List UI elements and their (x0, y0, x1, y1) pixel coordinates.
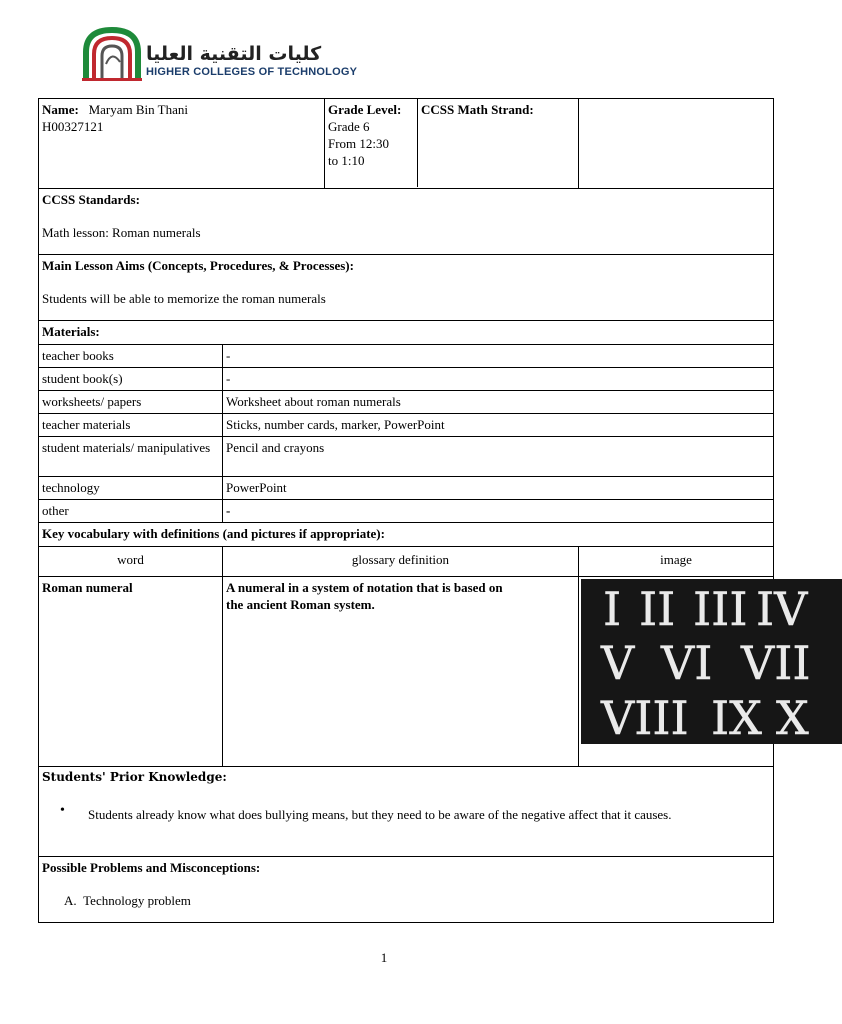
aims-label: Main Lesson Aims (Concepts, Procedures, & Processes): (42, 258, 354, 273)
logo-english-text: HIGHER COLLEGES OF TECHNOLOGY (146, 66, 358, 78)
name-label: Name: (42, 102, 79, 117)
problem-item (42, 876, 770, 913)
bullet-icon: • (60, 803, 65, 818)
material-value: - (223, 345, 774, 368)
problem-text: Technology problem (83, 893, 191, 908)
numeral-4: IV (756, 582, 808, 636)
numeral-2: II (639, 582, 676, 636)
standards-row (39, 189, 774, 255)
numeral-1: I (603, 582, 622, 636)
materials-label: Materials: (39, 321, 774, 345)
vocab-entry-row (39, 577, 774, 767)
material-value: Worksheet about roman numerals (223, 391, 774, 414)
aims-value: Students will be able to memorize the roman numerals (42, 291, 326, 306)
vocab-header-word: word (39, 547, 223, 577)
prior-knowledge-label: Students' Prior Knowledge: (42, 770, 227, 784)
problem-marker: A. (64, 893, 77, 908)
strand-cell-ext (579, 99, 774, 189)
material-item: worksheets/ papers (39, 391, 223, 414)
material-item: student book(s) (39, 368, 223, 391)
student-id: H00327121 (42, 119, 104, 134)
lesson-plan-table (38, 98, 811, 923)
material-value: Sticks, number cards, marker, PowerPoint (223, 414, 774, 437)
material-item: student materials/ manipulatives (39, 437, 223, 477)
materials-title-row (39, 321, 774, 345)
hct-emblem-icon (78, 24, 148, 84)
standards-value: Math lesson: Roman numerals (42, 225, 201, 240)
time-end: to 1:10 (328, 153, 365, 168)
aims-row (39, 255, 774, 321)
material-value: - (223, 368, 774, 391)
vocab-label: Key vocabulary with definitions (and pictures if appropriate): (39, 523, 774, 547)
roman-numerals-image (581, 579, 842, 744)
material-row (39, 368, 774, 391)
vocab-definition: A numeral in a system of notation that is based on the ancient Roman system. (223, 577, 579, 767)
material-row (39, 500, 774, 523)
numeral-3: III (693, 582, 748, 636)
material-row (39, 391, 774, 414)
vocab-header-image: image (579, 547, 774, 577)
vocab-image-cell (579, 577, 811, 767)
grade-value: Grade 6 (328, 119, 370, 134)
material-row (39, 477, 774, 500)
time-start: From 12:30 (328, 136, 390, 151)
student-name: Maryam Bin Thani (88, 102, 188, 117)
strand-label: CCSS Math Strand: (421, 102, 534, 117)
prior-knowledge-row (39, 767, 774, 857)
material-row (39, 345, 774, 368)
numeral-9: IX (711, 691, 762, 745)
name-cell (39, 99, 325, 189)
problems-row (39, 857, 774, 923)
logo-arabic-text: كليات التقنية العليا (146, 43, 322, 65)
numeral-10: X (776, 691, 809, 745)
material-item: teacher books (39, 345, 223, 368)
numeral-5: V (601, 636, 635, 690)
grade-strand-cell (325, 99, 579, 189)
material-value: Pencil and crayons (223, 437, 774, 477)
material-value: PowerPoint (223, 477, 774, 500)
page-number: 1 (380, 950, 388, 965)
vocab-header-row (39, 547, 774, 577)
strand-cell (418, 99, 578, 187)
numeral-6: VI (661, 636, 713, 690)
numeral-8: VIII (601, 691, 689, 745)
material-item: other (39, 500, 223, 523)
material-value: - (223, 500, 774, 523)
vocab-title-row (39, 523, 774, 547)
prior-knowledge-text: Students already know what does bullying means, but they need to be aware of the negative affect that it causes. (88, 807, 672, 822)
problems-label: Possible Problems and Misconceptions: (42, 860, 261, 875)
grade-cell (325, 99, 418, 187)
material-row (39, 414, 774, 437)
standards-label: CCSS Standards: (42, 192, 140, 207)
material-item: technology (39, 477, 223, 500)
material-row (39, 437, 774, 477)
grade-label: Grade Level: (328, 102, 402, 117)
vocab-word: Roman numeral (39, 577, 223, 767)
header-row (39, 99, 774, 189)
numeral-7: VII (741, 636, 811, 690)
vocab-header-definition: glossary definition (223, 547, 579, 577)
material-item: teacher materials (39, 414, 223, 437)
